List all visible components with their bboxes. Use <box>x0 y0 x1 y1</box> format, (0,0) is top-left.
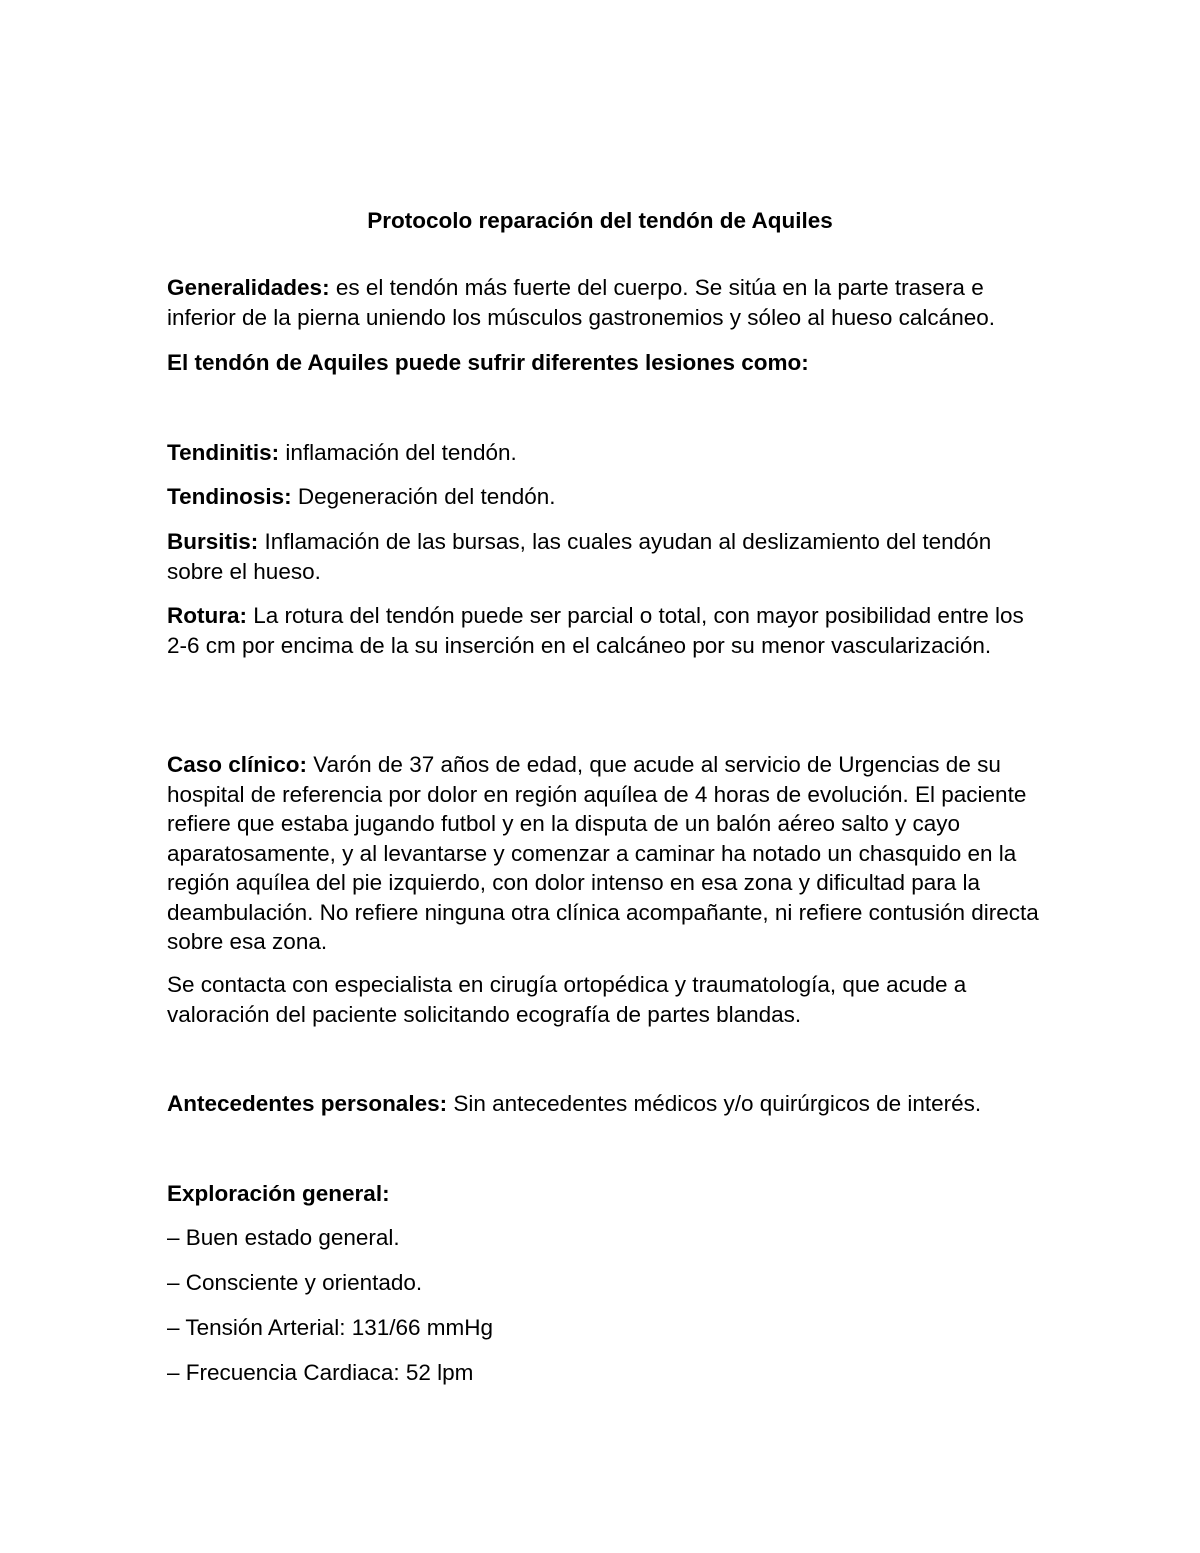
lesion-rotura <box>167 601 1047 660</box>
lesion-label: Rotura: <box>167 603 247 628</box>
exploracion-item: – Consciente y orientado. <box>167 1270 423 1295</box>
generalidades-paragraph <box>167 273 1047 332</box>
lesion-label: Tendinosis: <box>167 484 292 509</box>
lesion-text: Inflamación de las bursas, las cuales ayudan al deslizamiento del tendón sobre el hueso. <box>167 529 992 584</box>
lesion-label: Bursitis: <box>167 529 259 554</box>
caso-clinico-paragraph <box>167 750 1047 957</box>
lesion-bursitis <box>167 527 1047 586</box>
especialista-paragraph: Se contacta con especialista en cirugía ortopédica y traumatología, que acude a valoración del paciente solicitando ecografía de partes blandas. <box>167 972 967 1027</box>
lesion-label: Tendinitis: <box>167 440 280 465</box>
caso-label: Caso clínico: <box>167 752 308 777</box>
caso-text: Varón de 37 años de edad, que acude al servicio de Urgencias de su hospital de referencia por dolor en región aquílea de 4 horas de evolución. El paciente refiere que estaba jugando futbol y en la disputa de un balón aéreo salto y cayo aparatosamente, y al levantarse y comenzar a caminar ha notado un chasquido en la región aquílea del pie izquierdo, con dolor intenso en esa zona y dificultad para la deambulación. No refiere ninguna otra clínica acompañante, ni refiere contusión directa sobre esa zona. <box>167 752 1039 954</box>
generalidades-label: Generalidades: <box>167 275 330 300</box>
lesion-tendinosis <box>167 482 1047 512</box>
lesion-text: inflamación del tendón. <box>279 440 517 465</box>
lesion-text: Degeneración del tendón. <box>291 484 556 509</box>
exploracion-item: – Buen estado general. <box>167 1225 400 1250</box>
lesion-tendinitis <box>167 438 1047 468</box>
generalidades-text: es el tendón más fuerte del cuerpo. Se sitúa en la parte trasera e inferior de la pierna uniendo los músculos gastronemios y sóleo al hueso calcáneo. <box>167 275 995 330</box>
antecedentes-paragraph <box>167 1089 1047 1119</box>
exploracion-item: – Tensión Arterial: 131/66 mmHg <box>167 1315 494 1340</box>
lesion-text: La rotura del tendón puede ser parcial o total, con mayor posibilidad entre los 2-6 cm por encima de la su inserción en el calcáneo por su menor vascularización. <box>167 603 1024 658</box>
antecedentes-text: Sin antecedentes médicos y/o quirúrgicos de interés. <box>447 1091 982 1116</box>
document-title: Protocolo reparación del tendón de Aquiles <box>367 207 833 233</box>
exploracion-heading: Exploración general: <box>167 1181 390 1206</box>
antecedentes-label: Antecedentes personales: <box>167 1091 448 1116</box>
exploracion-item: – Frecuencia Cardiaca: 52 lpm <box>167 1360 474 1385</box>
lesiones-heading: El tendón de Aquiles puede sufrir diferentes lesiones como: <box>167 350 809 375</box>
